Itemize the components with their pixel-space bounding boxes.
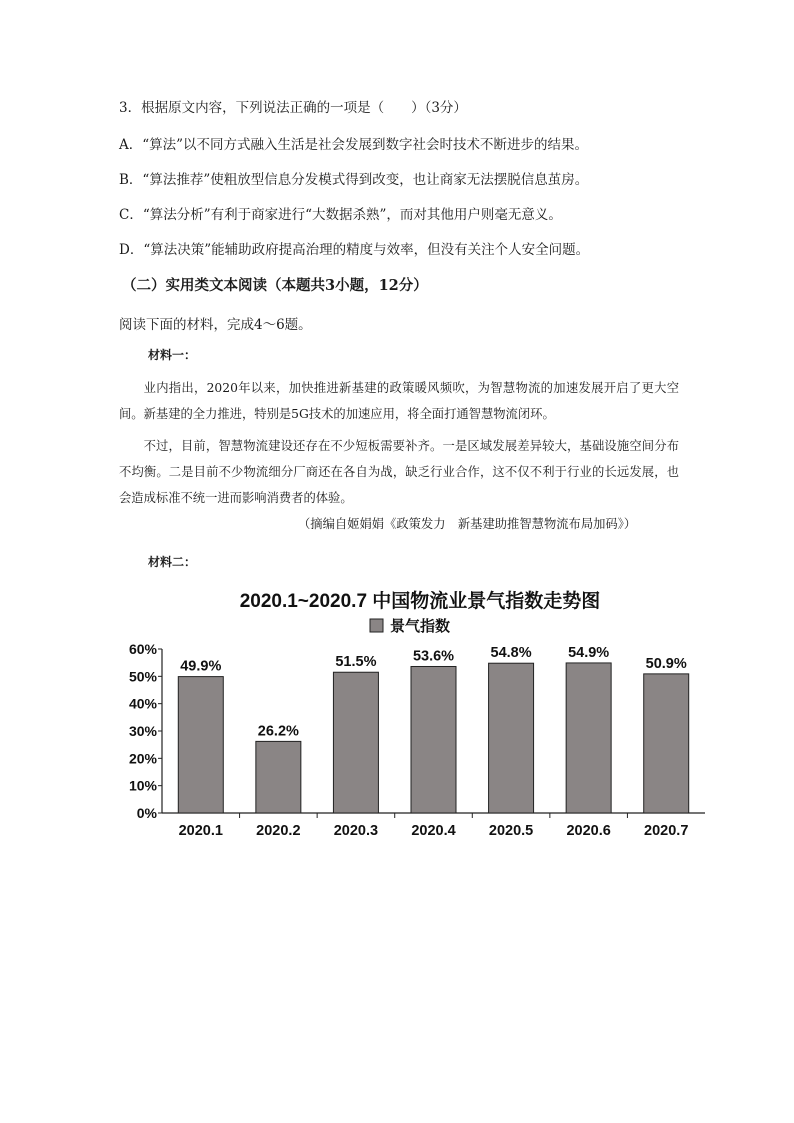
- question-3-stem: 3．根据原文内容，下列说法正确的一项是（ ）（3分）: [119, 100, 467, 116]
- option-a: A．“算法”以不同方式融入生活是社会发展到数字社会时技术不断进步的结果。: [119, 137, 589, 153]
- bar-2020.3: [333, 672, 378, 813]
- y-tick-label: 40%: [128, 695, 157, 712]
- option-d: D．“算法决策”能辅助政府提高治理的精度与效率，但没有关注个人安全问题。: [119, 242, 590, 258]
- logistics-index-bar-chart: [120, 585, 710, 845]
- y-tick-label: 20%: [128, 750, 157, 767]
- value-label: 54.9%: [568, 644, 610, 661]
- x-tick-label: 2020.4: [411, 823, 456, 839]
- material-1-source: （摘编自姬娟娟《政策发力 新基建助推智慧物流布局加码》）: [298, 517, 637, 531]
- material-2-label: 材料二：: [148, 555, 197, 569]
- value-label: 54.8%: [490, 645, 532, 662]
- y-tick-label: 50%: [128, 668, 157, 685]
- y-tick-label: 10%: [128, 777, 157, 794]
- value-label: 49.9%: [180, 658, 222, 675]
- chart-title: 2020.1~2020.7 中国物流业景气指数走势图: [239, 591, 601, 612]
- legend-swatch: [370, 619, 383, 632]
- value-label: 51.5%: [335, 654, 377, 671]
- legend-label: 景气指数: [390, 618, 451, 635]
- x-tick-label: 2020.1: [178, 823, 223, 839]
- value-label: 53.6%: [412, 648, 455, 665]
- x-tick-label: 2020.2: [256, 823, 301, 839]
- reading-instruction: 阅读下面的材料，完成4～6题。: [119, 317, 312, 333]
- value-label: 26.2%: [257, 723, 299, 740]
- value-label: 50.9%: [645, 655, 687, 672]
- y-tick-label: 0%: [136, 805, 157, 821]
- x-tick-label: 2020.6: [566, 823, 611, 839]
- option-c: C．“算法分析”有利于商家进行“大数据杀熟”，而对其他用户则毫无意义。: [119, 207, 562, 223]
- x-tick-label: 2020.5: [488, 823, 534, 839]
- material-1-paragraph-1: 业内指出，2020年以来，加快推进新基建的政策暖风频吹，为智慧物流的加速发展开启了更大空间。新基建的全力推进，特别是5G技术的加速应用，将全面打通智慧物流闭环。: [119, 381, 679, 421]
- bar-2020.7: [644, 674, 689, 813]
- y-tick-label: 60%: [128, 641, 157, 657]
- material-1-paragraph-2: 不过，目前，智慧物流建设还存在不少短板需要补齐。一是区域发展差异较大，基础设施空间分布不均衡。二是目前不少物流细分厂商还在各自为战，缺乏行业合作，这不仅不利于行业的长远发展，也会造成标准不统一进而影响消费者的体验。: [119, 439, 679, 505]
- bar-2020.4: [411, 666, 456, 813]
- x-tick-label: 2020.3: [333, 823, 379, 839]
- bar-2020.2: [256, 741, 301, 813]
- option-b: B．“算法推荐”使粗放型信息分发模式得到改变，也让商家无法摆脱信息茧房。: [119, 172, 589, 188]
- bar-2020.6: [566, 663, 611, 813]
- y-tick-label: 30%: [128, 723, 157, 739]
- x-tick-label: 2020.7: [644, 823, 689, 839]
- material-1-label: 材料一：: [148, 348, 197, 362]
- section-title: （二）实用类文本阅读（本题共3小题，12分）: [122, 277, 428, 294]
- bar-2020.1: [178, 677, 223, 813]
- bar-2020.5: [489, 663, 534, 813]
